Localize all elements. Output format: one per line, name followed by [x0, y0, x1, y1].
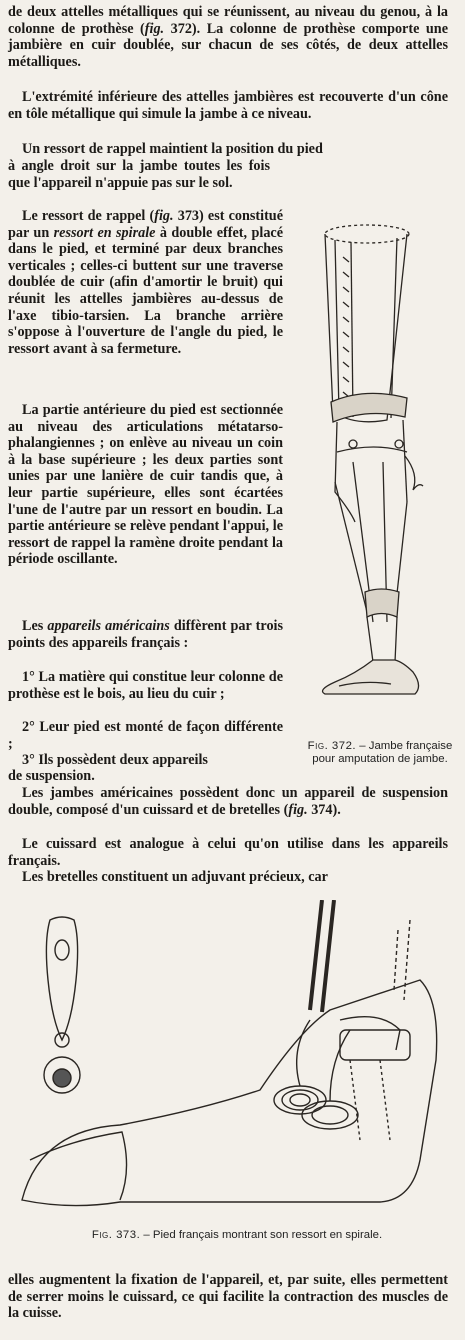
final-text: elles augmentent la fixation de l'appareil, et, par suite, elles permettent de serrer moins le cuissard, ce qui facilite la contraction des muscles de la cuisse. [8, 1272, 448, 1322]
rappel-text-3: à double effet, placé dans le pied, et terminé par deux branches verticales ; celles-ci buttent sur une traverse doublée de cuir (afin d'amortir le bruit) qui réunit les attelles jambières au-dessus de l'axe tibio-tarsien. La branche arrière s'oppose à l'ouverture de l'angle du pied, le ressort avant à sa fermeture. [8, 224, 284, 357]
americains-text-1: Les [22, 618, 48, 634]
ressort-text-2: à angle droit sur la jambe toutes les fois que l'appareil n'appuie pas sur le sol. [8, 158, 270, 191]
fig-ref-372: fig. [144, 20, 165, 37]
rappel-text-2: 373) est constitué par un [8, 208, 283, 241]
fig-ref-374: fig. [288, 801, 308, 818]
paragraph-ressort-line1 [8, 141, 448, 158]
jambes-text-1: Les jambes américaines possèdent donc un appareil de suspension double, composé d'un cuissard et de bretelles ( [8, 785, 448, 818]
paragraph-americains [8, 618, 283, 651]
list-item-3 [8, 752, 283, 769]
anterieure-text: La partie antérieure du pied est sectionnée au niveau des articulations métatarso-phalangiennes ; on enlève au niveau un coin à la base supérieure ; les deux parties sont unies par une lanière de cuir tandis que, à leur partie supérieure, elles sont écartées l'une de l'autre par un ressort en boudin. La partie antérieure se relève pendant l'appui, le ressort de rappel la ramène droite pendant la période oscillante. [8, 402, 283, 568]
ressort-text-1: Un ressort de rappel maintient la position du pied [22, 141, 323, 157]
figure-373-caption [22, 1229, 452, 1242]
figure-373-label: Fig. 373. [91, 1229, 141, 1241]
list-item-3-cont [8, 768, 283, 785]
figure-373-foot-illustration [0, 900, 465, 1220]
figure-373-caption-text: – Pied français montrant son ressort en spirale. [140, 1229, 383, 1241]
intro-text-1: de deux attelles métalliques qui se réunissent, au niveau du genou, à la colonne de prothèse ( [8, 4, 448, 37]
figure-372-caption-text: – Jambe française pour amputation de jambe. [312, 740, 453, 765]
rappel-text-1: Le ressort de rappel ( [22, 208, 155, 224]
figure-372-caption [300, 740, 460, 766]
paragraph-ressort-rest [8, 158, 270, 191]
cuissard-text: Le cuissard est analogue à celui qu'on utilise dans les appareils français. [8, 836, 448, 869]
item-3-text-2: de suspension. [8, 768, 95, 784]
item-1-text: 1° La matière qui constitue leur colonne de prothèse est le bois, au lieu du cuir ; [8, 669, 283, 702]
paragraph-bretelles [8, 869, 448, 886]
figure-372-label: Fig. 372. [307, 740, 357, 752]
list-item-2 [8, 719, 283, 752]
item-2-text: 2° Leur pied est monté de façon différente ; [8, 719, 283, 752]
americains-text-2: diffèrent par trois points des appareils français : [8, 618, 283, 651]
extremite-text: L'extrémité inférieure des attelles jambières est recouverte d'un cône en tôle métallique qui simule la jambe à ce niveau. [8, 89, 448, 122]
bretelles-text: Les bretelles constituent un adjuvant précieux, car [22, 869, 328, 885]
fig-ref-373: fig. [154, 208, 174, 224]
list-item-1 [8, 669, 283, 702]
americains-emphasis: appareils américains [47, 618, 170, 634]
rappel-emphasis: ressort en spirale [53, 224, 156, 241]
figure-372-leg-illustration [295, 212, 465, 732]
paragraph-intro [8, 4, 448, 70]
paragraph-jambes [8, 785, 448, 818]
jambes-text-2: 374). [307, 801, 341, 818]
paragraph-cuissard [8, 836, 448, 869]
paragraph-extremite [8, 89, 448, 122]
intro-text-2: 372). La colonne de prothèse comporte une jambière en cuir doublée, sur chacun de ses côtés, de deux attelles métalliques. [8, 20, 448, 70]
paragraph-rappel [8, 208, 283, 357]
paragraph-final [8, 1272, 448, 1322]
item-3-text-1: 3° Ils possèdent deux appareils [22, 752, 208, 768]
paragraph-anterieure [8, 402, 283, 568]
